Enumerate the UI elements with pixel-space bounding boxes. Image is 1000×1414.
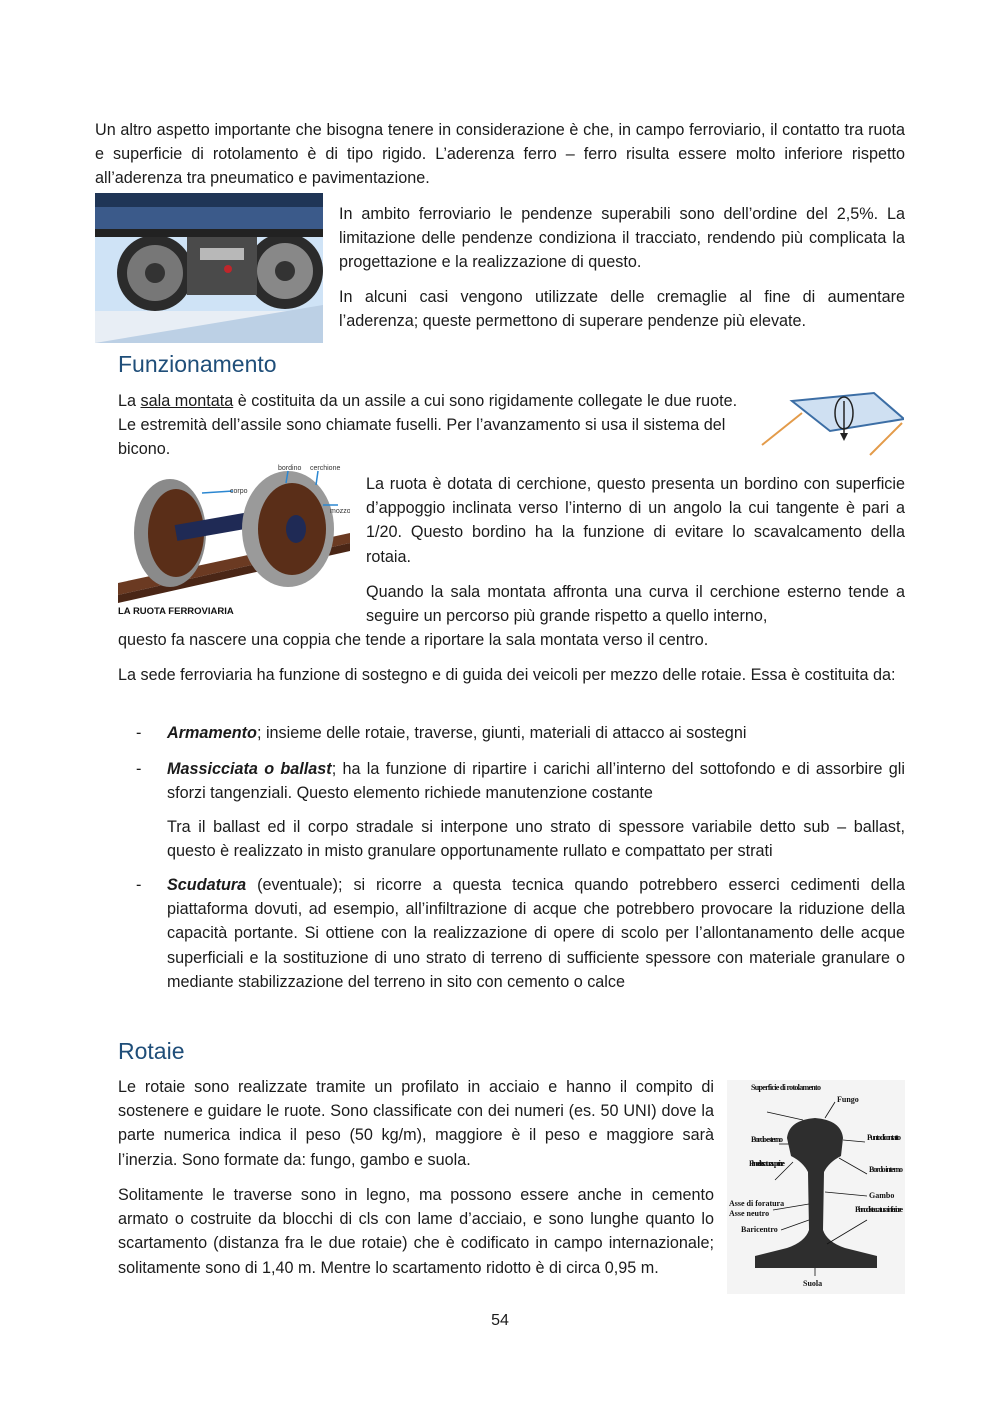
rail-label-piano-sup: Piano di steccatura superiore xyxy=(749,1159,785,1168)
rail-label-asse-neu: Asse neutro xyxy=(729,1209,770,1218)
term-ballast: Massicciata o ballast xyxy=(167,760,332,778)
slopes-paragraph-1: In ambito ferroviario le pendenze superabili sono dell’ordine del 2,5%. La limitazione delle pendenze condiziona il tracciato, rendendo più complicata la progettazione e la realizzazione di questo. xyxy=(339,205,905,272)
sala-paragraph xyxy=(118,389,743,462)
bogie-photo xyxy=(95,193,323,343)
term-scudatura: Scudatura xyxy=(167,876,247,894)
rotaie-paragraph-2: Solitamente le traverse sono in legno, ma possono essere anche in cemento armato o costruite da blocchi di cls con lame d’acciaio, e sono lunghe quanto lo scartamento (distanza fra le due rotaie) che è codificato in campo internazionale; solitamente sono di 1,40 m. Mentre lo scartamento ridotto è di circa 0,95 m. xyxy=(118,1186,714,1277)
rail-label-piano-inf: Piano di steccatura inferiore xyxy=(855,1205,903,1214)
list-item-armamento xyxy=(167,721,905,745)
rail-profile-diagram xyxy=(727,1080,905,1294)
rail-label-gambo: Gambo xyxy=(869,1191,895,1200)
sede-paragraph: La sede ferroviaria ha funzione di sostegno e di guida dei veicoli per mezzo delle rotaie. Essa è costituita da: xyxy=(118,666,896,684)
sala-pre: La xyxy=(118,392,141,410)
scudatura-text: (eventuale); si ricorre a questa tecnica quando potrebbero esserci cedimenti della piattaforma dovuti, ad esempio, all’infiltrazione di acque che potrebbero provocare la riduzione della capacità portante. Si ottiene con la realizzazione di opere di scolo per l’allontanamento delle acque superficiali e la sostituzione di uno strato di terreno di sufficiente spessore con materiale granulare o mediante stabilizzazione del terreno in sito con cemento o calce xyxy=(167,876,905,991)
list-item-scudatura xyxy=(167,873,905,994)
slopes-paragraph-2: In alcuni casi vengono utilizzate delle cremaglie al fine di aumentare l’aderenza; queste permettono di superare pendenze più elevate. xyxy=(339,288,905,331)
ballast-text: ; ha la funzione di ripartire i carichi all’interno del sottofondo e di assorbire gli sforzi tangenziali. Questo elemento richiede manutenzione costante xyxy=(167,760,905,803)
wheel-label-bordino: bordino xyxy=(278,465,302,472)
rail-label-asse-for: Asse di foratura xyxy=(729,1199,785,1208)
list-dash-1: - xyxy=(136,724,142,742)
term-armamento: Armamento xyxy=(167,724,257,742)
list-dash-2: - xyxy=(136,760,142,778)
list-item-ballast xyxy=(167,757,905,805)
intro-paragraph: Un altro aspetto importante che bisogna tenere in considerazione è che, in campo ferroviario, il contatto tra ruota e superficie di rotolamento è di tipo rigido. L’aderenza ferro – ferro risulta essere molto inferiore rispetto all’aderenza tra pneumatico e pavimentazione. xyxy=(95,121,905,188)
wheel-label-cerchione: cerchione xyxy=(310,465,341,472)
wheel-label-corpo: corpo xyxy=(230,488,248,495)
wheel-label-mozzo: mozzo xyxy=(330,508,350,515)
ruota-paragraph-2b: questo fa nascere una coppia che tende a riportare la sala montata verso il centro. xyxy=(118,631,709,649)
rail-label-bordo-int: Bordo interno xyxy=(869,1165,903,1174)
page-number: 54 xyxy=(491,1312,509,1329)
rail-label-baricentro: Baricentro xyxy=(741,1225,778,1234)
bicone-diagram xyxy=(758,389,904,461)
rail-label-fungo: Fungo xyxy=(837,1095,859,1104)
wheelset-photo xyxy=(118,463,350,619)
wheel-caption: LA RUOTA FERROVIARIA xyxy=(118,606,234,617)
ballast-note: Tra il ballast ed il corpo stradale si interpone uno strato di spessore variabile detto sub – ballast, questo è realizzato in misto granulare opportunamente rullato e compattato per strati xyxy=(167,818,905,861)
heading-funzionamento: Funzionamento xyxy=(118,351,277,377)
heading-rotaie: Rotaie xyxy=(118,1038,185,1064)
rail-label-bordo-est: Bordo esterno xyxy=(751,1135,783,1144)
ruota-paragraph-1: La ruota è dotata di cerchione, questo presenta un bordino con superficie d’appoggio inclinata verso l’interno di un angolo la cui tangente è pari a 1/20. Questo bordino ha la funzione di evitare lo scavalcamento della rotaia. xyxy=(366,475,905,566)
rotaie-paragraph-1: Le rotaie sono realizzate tramite un profilato in acciaio e hanno il compito di sostenere e guidare le ruote. Sono classificate con dei numeri (es. 50 UNI) dove la parte numerica indica il peso (50 kg/m), maggiore è il peso e maggiore sarà l’inerzia. Sono formate da: fungo, gambo e suola. xyxy=(118,1078,714,1169)
armamento-text: ; insieme delle rotaie, traverse, giunti, materiali di attacco ai sostegni xyxy=(256,724,747,742)
ruota-paragraph-2a: Quando la sala montata affronta una curva il cerchione esterno tende a seguire un percorso più grande rispetto a quello interno, xyxy=(366,583,905,626)
rail-label-suola: Suola xyxy=(803,1279,823,1288)
sala-montata-term: sala montata xyxy=(140,392,234,410)
list-dash-3: - xyxy=(136,876,142,894)
rail-label-sup: Superficie di rotolamento xyxy=(751,1083,821,1092)
rail-label-punto: Punto di contatto xyxy=(867,1133,901,1142)
sala-post: è costituita da un assile a cui sono rigidamente collegate le due ruote. Le estremità dell’assile sono chiamate fuselli. Per l’avanzamento si usa il sistema del bicono. xyxy=(118,392,738,459)
